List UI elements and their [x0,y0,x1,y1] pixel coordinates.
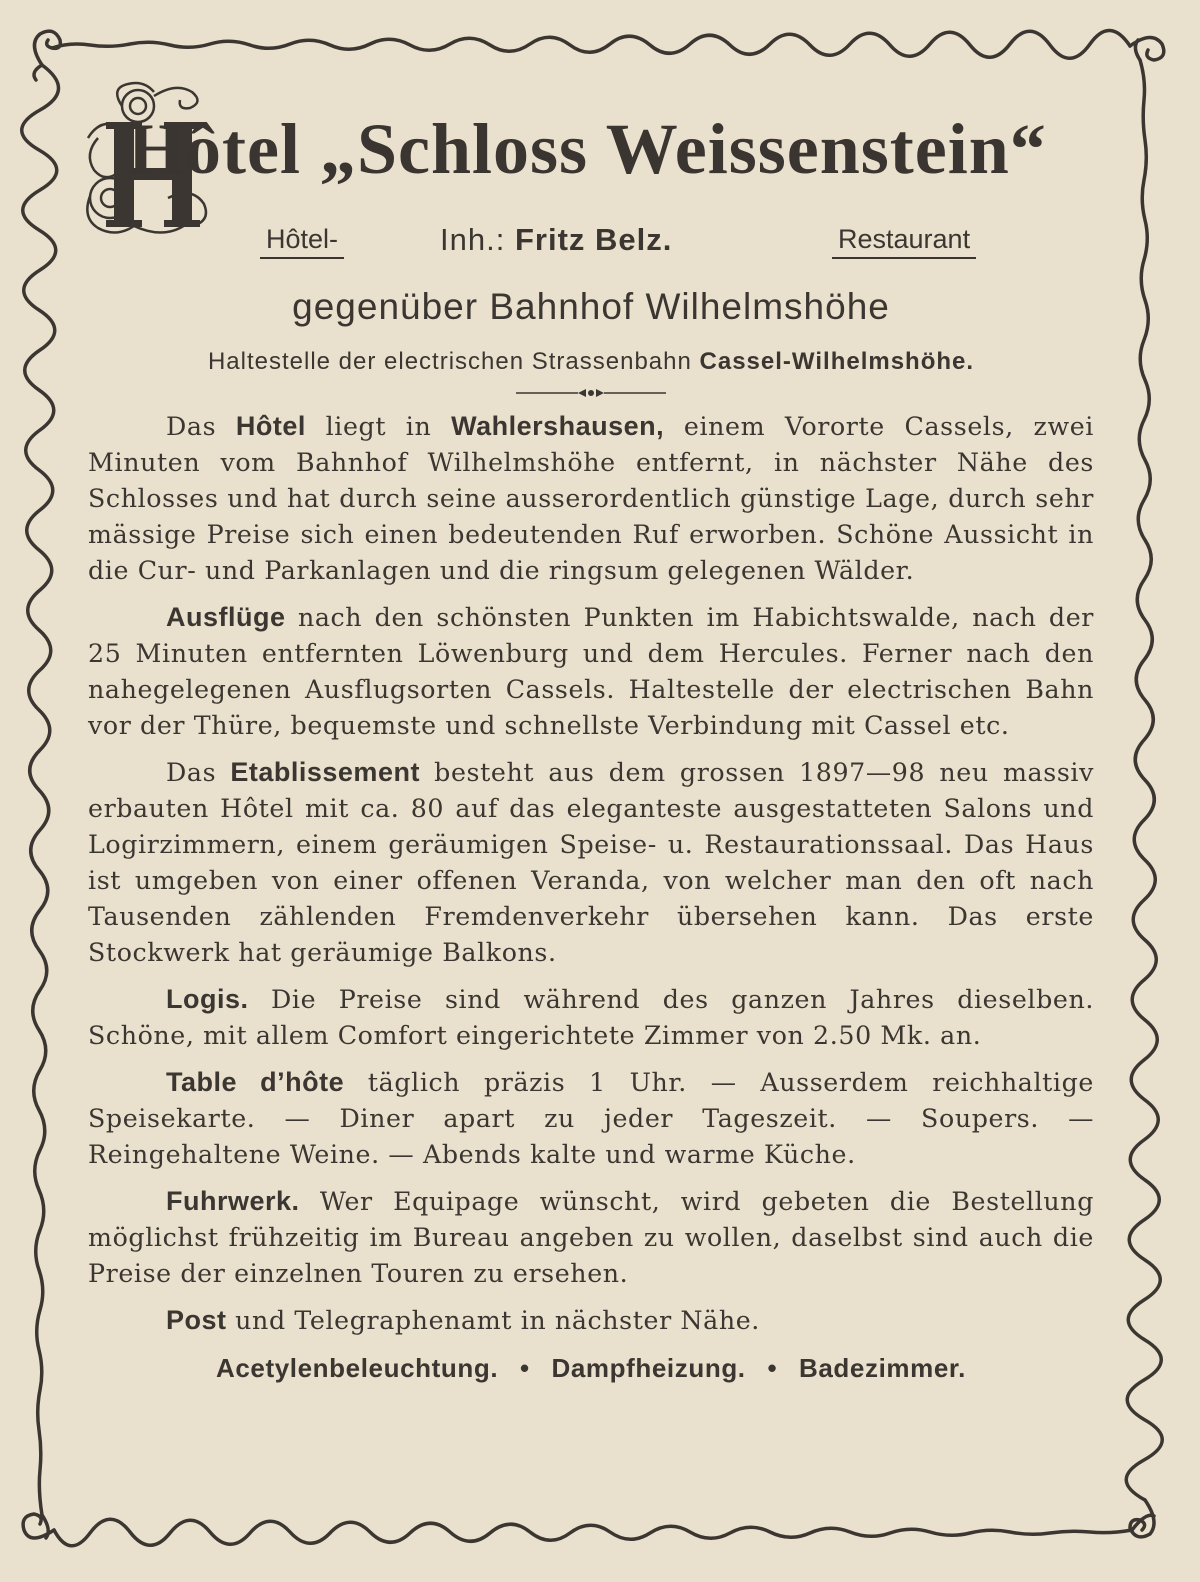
paragraph-text: und Telegraphenamt in nächster Nähe. [226,1306,760,1335]
advertisement-page [88,80,1094,1384]
paragraph-text: täglich präzis 1 Uhr. — Ausserdem reichhaltige Speisekarte. — Diner apart zu jeder Tageszeit. — Soupers. — Reingehaltene Weine. — Abends kalte und warme Küche. [88,1068,1094,1169]
tram-stop-text: Haltestelle der electrischen Strassenbahn [207,348,692,375]
paragraph-table-dhote [88,1064,1094,1173]
paragraph-lodging [88,981,1094,1054]
bold-keyword: Post [166,1305,227,1335]
paragraph-text: Die Preise sind während des ganzen Jahres dieselben. Schöne, mit allem Comfort eingerichtete Zimmer von 2.50 Mk. an. [88,985,1094,1050]
paragraph-text: Das [166,758,231,787]
bold-keyword: Logis. [166,984,249,1014]
location-line: gegenüber Bahnhof Wilhelmshöhe [292,286,890,327]
feature-heating: Dampfheizung. [551,1353,746,1383]
restaurant-label: Restaurant [832,224,976,259]
paragraph-text: Das [166,412,236,441]
paragraph-text: besteht aus dem grossen 1897—98 neu massiv erbauten Hôtel mit ca. 80 auf das eleganteste ausgestatteten Salons und Logirzimmern, einem geräumigen Speise- u. Restaurationssaal. Das Haus ist umgeben von einer offenen Veranda, von welcher man den oft nach Tausenden zählenden Fremdenverkehr übersehen kann. Das erste Stockwerk hat geräumige Balkons. [88,758,1094,967]
paragraph-post [88,1302,1094,1339]
paragraph-text: liegt in [305,412,452,441]
paragraph-excursions [88,599,1094,744]
divider-ornament [516,386,666,400]
owner-line [440,222,672,258]
owner-name: Fritz Belz. [514,222,673,257]
bold-keyword: Fuhrwerk. [166,1186,300,1216]
paragraph-establishment [88,754,1094,971]
owner-prefix: Inh.: [440,222,506,257]
separator-dot: • [519,1353,530,1383]
feature-bathroom: Badezimmer. [799,1353,967,1383]
paragraph-text: nach den schönsten Punkten im Habichtswalde, nach der 25 Minuten entfernten Löwenburg und dem Hercules. Ferner nach den nahegelegenen Ausflugsorten Cassels. Haltestelle der electrischen Bahn vor der Thüre, bequemste und schnellste Verbindung mit Cassel etc. [88,603,1094,740]
paragraph-text: einem Vororte Cassels, zwei Minuten vom Bahnhof Wilhelmshöhe entfernt, in nächster Nähe des Schlosses und hat durch seine ausserordentlich günstige Lage, durch sehr mässige Preise sich einen bedeutenden Ruf erworben. Schöne Aussicht in die Cur- und Parkanlagen und die ringsum gelegenen Wälder. [88,412,1094,585]
subtitle-row [88,220,1094,280]
hotel-title: Hôtel „Schloss Weissenstein“ [128,109,1047,189]
paragraph-carriages [88,1183,1094,1292]
tram-stop-name: Cassel-Wilhelmshöhe. [699,348,975,375]
bold-keyword: Etablissement [230,757,420,787]
bold-keyword: Ausflüge [166,602,286,632]
bold-keyword: Wahlershausen, [451,411,665,441]
separator-dot: • [767,1353,778,1383]
bold-keyword: Table d’hôte [166,1067,345,1097]
title-row [88,80,1094,220]
paragraph-location [88,408,1094,589]
feature-lighting: Acetylenbeleuchtung. [215,1353,499,1383]
tram-stop-line [88,348,1094,384]
body-text [88,408,1094,1339]
features-line [88,1353,1094,1384]
paragraph-text: Wer Equipage wünscht, wird gebeten die Bestellung möglichst frühzeitig im Bureau angeben zu wollen, daselbst sind auch die Preise der einzelnen Touren zu ersehen. [88,1187,1094,1288]
hotel-label: Hôtel- [260,224,344,259]
bold-keyword: Hôtel [235,411,306,441]
